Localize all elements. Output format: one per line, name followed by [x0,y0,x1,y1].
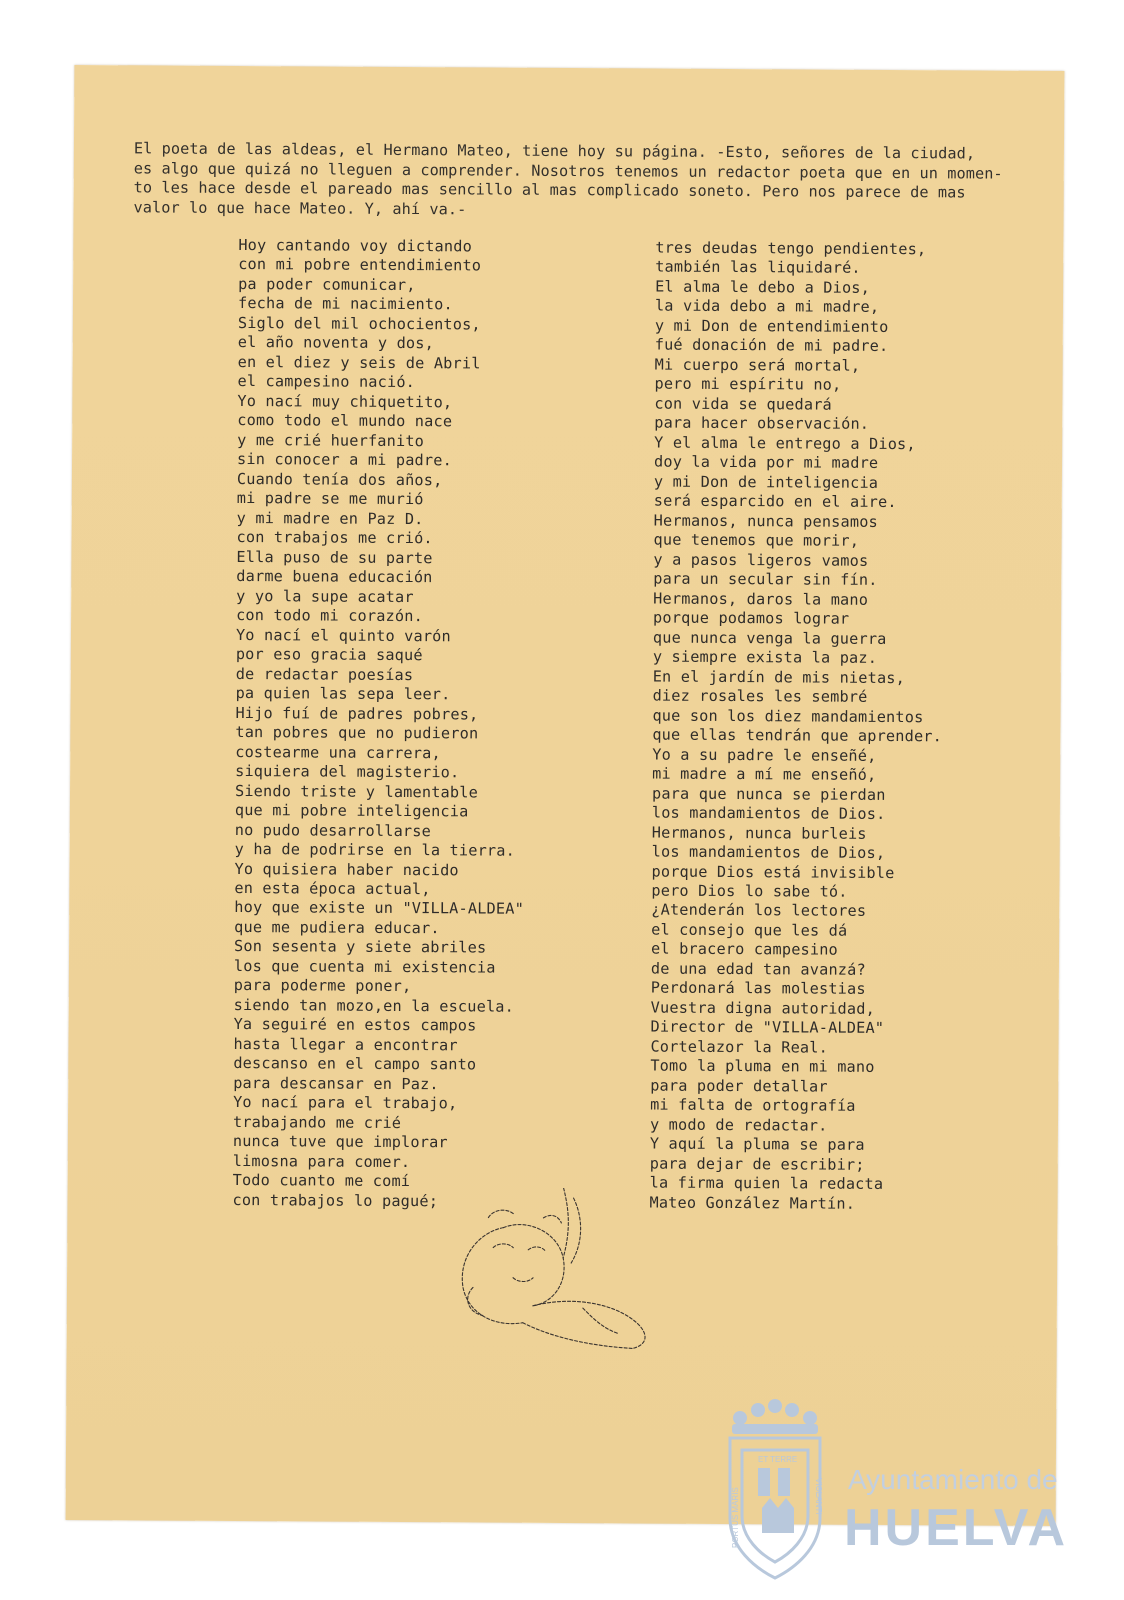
poem-verse-line: hasta llegar a encontrar [233,1034,458,1055]
poem-verse-line: darme buena educación [236,567,433,587]
poem-verse-line: para poderme poner, [233,976,412,996]
poem-verse-line: Ya seguiré en estos campos [233,1015,477,1035]
poem-verse-line: Mi cuerpo será mortal, [654,355,861,375]
poem-verse-line: con trabajos me crió. [236,528,433,548]
poem-verse-line: para poder detallar [650,1076,828,1096]
poem-verse-line: sin conocer a mi padre. [236,450,453,470]
poem-verse-line: que son los diez mandamientos [652,706,924,726]
poem-verse-line: Tomo la pluma en mi mano [650,1056,875,1077]
poem-verse-line: el bracero campesino [651,939,838,960]
poem-verse-line: Hermanos, nunca pensamos [653,511,878,531]
poem-verse-line: Siendo triste y lamentable [234,781,479,802]
poem-verse-line: y siempre exista la paz. [652,647,878,668]
poem-verse-line: Hoy cantando voy dictando [238,235,473,256]
poem-column-right [649,239,945,1215]
poem-verse-line: Mateo González Martín. [649,1193,856,1213]
intro-paragraph [134,139,1034,223]
poem-verse-line: para un secular sin fín. [653,569,878,590]
poem-verse-line: Vuestra digna autoridad, [650,998,876,1018]
poem-verse-line: para descansar en Paz. [233,1073,439,1094]
poem-verse-line: Hermanos, nunca burleis [651,823,867,843]
poem-verse-line: de una edad tan avanzá? [650,959,866,979]
poem-verse-line: para dejar de escribir; [649,1154,865,1174]
poem-verse-line: Cortelazor la Real. [650,1037,829,1057]
poem-verse-line: con todo mi corazón. [236,606,424,626]
poem-verse-line: En el jardín de mis nietas, [652,667,906,687]
poem-verse-line: como todo el mundo nace [237,411,453,431]
poem-verse-line: el consejo que les dá [651,920,848,940]
poem-verse-line: Hijo fuí de padres pobres, [235,703,479,724]
poem-verse-line: y ha de podrirse en la tierra. [234,839,516,860]
poem-verse-line: trabajando me crié [232,1112,402,1132]
poem-verse-line: mi padre se me murió [236,489,424,509]
poem-verse-line: los que cuenta mi existencia [233,956,496,977]
poem-verse-line: tan pobres que no pudieron [235,723,479,743]
seal-text-left: PORTUS MARIS [731,1487,740,1548]
poem-verse-line: Yo a su padre le enseñé, [652,745,877,765]
poem-verse-line: y yo la supe acatar [236,586,414,606]
poem-verse-line: y me crié huerfanito [237,430,425,450]
poem-verse-line: El alma le debo a Dios, [655,277,871,297]
poem-verse-line: Yo nací para el trabajo, [233,1093,458,1113]
poem-verse-line: que me pudiera educar. [234,917,440,938]
poem-verse-line: costearme una carrera, [235,742,441,762]
watermark-line1: Ayuntamiento de [848,1464,1058,1495]
poem-verse-line: que nunca venga la guerra [652,628,887,648]
poem-verse-line: Yo nací el quinto varón [235,625,451,645]
poem-verse-line: pero mi espíritu no, [654,374,842,395]
poem-verse-line: el año noventa y dos, [237,333,435,353]
poem-verse-line: la firma quien la redacta [649,1173,884,1194]
poem-verse-line: que ellas tendrán que aprender. [652,725,943,746]
watermark-line2: HUELVA [844,1499,1069,1557]
poem-verse-line: con vida se quedará [654,394,832,414]
poem-verse-line: pa quien las sepa leer. [235,684,451,704]
ayuntamiento-huelva-watermark [710,1398,1070,1583]
intro-line: to les hace desde el pareado mas sencillo al mas complicado soneto. Pero nos parece de mas [133,178,966,202]
poem-verse-line: y modo de redactar. [649,1115,828,1135]
poem-verse-line: mi falta de ortografía [650,1095,856,1116]
poem-verse-line: Siglo del mil ochocientos, [237,313,481,334]
poem-verse-line: será esparcido en el aire. [653,491,897,512]
poem-verse-line: y mi Don de inteligencia [653,472,879,492]
poem-verse-line: descanso en el campo santo [233,1054,477,1074]
poem-verse-line: Y aquí la pluma se para [649,1134,865,1155]
poem-verse-line: pa poder comunicar, [238,274,416,295]
poem-verse-line: que tenemos que morir, [653,530,860,551]
poem-verse-line: doy la vida por mi madre [653,452,879,473]
poem-verse-line: fecha de mi nacimiento. [237,294,453,314]
poem-verse-line: para que nunca se pierdan [651,784,886,804]
poem-verse-line: de redactar poesías [235,664,414,684]
poem-verse-line: Hermanos, daros la mano [653,589,869,609]
poem-verse-line: Cuando tenía dos años, [236,469,443,490]
poem-verse-line: siquiera del magisterio. [235,762,460,782]
poem-verse-line: mi madre a mí me enseñó, [652,764,877,784]
poem-verse-line: Director de "VILLA-ALDEA" [650,1017,885,1038]
seal-text-right: VIOLANTI [814,1478,823,1515]
poem-verse-line: la vida debo a mi madre, [654,296,880,317]
sleeping-baby-sketch [433,1187,664,1358]
poem-verse-line: el campesino nació. [237,372,416,392]
poem-verse-line: que mi pobre inteligencia [234,801,469,821]
poem-verse-line: y mi madre en Paz D. [236,508,424,528]
poem-verse-line: los mandamientos de Dios, [651,842,886,862]
poem-verse-line: y a pasos ligeros vamos [653,550,869,570]
poem-verse-line: Yo quisiera haber nacido [234,859,459,879]
document-paper [66,65,1065,1526]
poem-verse-line: también las liquidaré. [655,258,861,278]
poem-verse-line: Son sesenta y siete abriles [234,937,487,957]
poem-verse-line: hoy que existe un "VILLA-ALDEA" [234,898,525,919]
poem-verse-line: fué donación de mi padre. [654,335,889,356]
poem-verse-line: porque Dios está invisible [651,862,895,882]
poem-verse-line: con mi pobre entendimiento [238,255,482,275]
poem-column-left [232,236,528,1212]
poem-verse-line: en esta época actual, [234,878,431,899]
poem-verse-line: Yo nací muy chiquetito, [237,391,453,412]
poem-verse-line: Perdonará las molestias [650,978,866,999]
intro-line: es algo que quizá no lleguen a comprender. Nosotros tenemos un redactor poeta que en un momen- [133,158,1003,183]
poem-verse-line: siendo tan mozo,en la escuela. [233,995,515,1016]
poem-verse-line: y mi Don de entendimiento [654,316,889,336]
poem-verse-line: pero Dios lo sabe tó. [651,881,848,901]
poem-verse-line: diez rosales les sembré [652,686,868,706]
poem-verse-line: por eso gracia saqué [235,645,423,665]
poem-verse-line: Ella puso de su parte [236,547,433,567]
coat-of-arms-icon [710,1398,840,1583]
poem-verse-line: no pudo desarrollarse [234,820,432,840]
poem-verse-line: Todo cuanto me comí [232,1171,411,1191]
poem-verse-line: los mandamientos de Dios. [651,803,886,824]
intro-line: El poeta de las aldeas, el Hermano Mateo, tiene hoy su página. -Esto, señores de la ciudad, [133,139,976,163]
poem-verse-line: para hacer observación. [654,413,870,434]
poem-verse-line: con trabajos lo pagué; [232,1190,439,1210]
poem-verse-line: Y el alma le entrego a Dios, [654,433,916,453]
poem-verse-line: ¿Atenderán los lectores [651,900,867,921]
poem-verse-line: tres deudas tengo pendientes, [655,238,927,259]
seal-text-top: ET TERRE [758,1455,798,1464]
poem-verse-line: limosna para comer. [232,1151,411,1171]
poem-verse-line: en el diez y seis de Abril [237,352,481,373]
poem-verse-line: porque podamos lograr [653,608,850,628]
poem-verse-line: nunca tuve que implorar [232,1132,448,1152]
intro-line: valor lo que hace Mateo. Y, ahí va.- [133,198,467,219]
